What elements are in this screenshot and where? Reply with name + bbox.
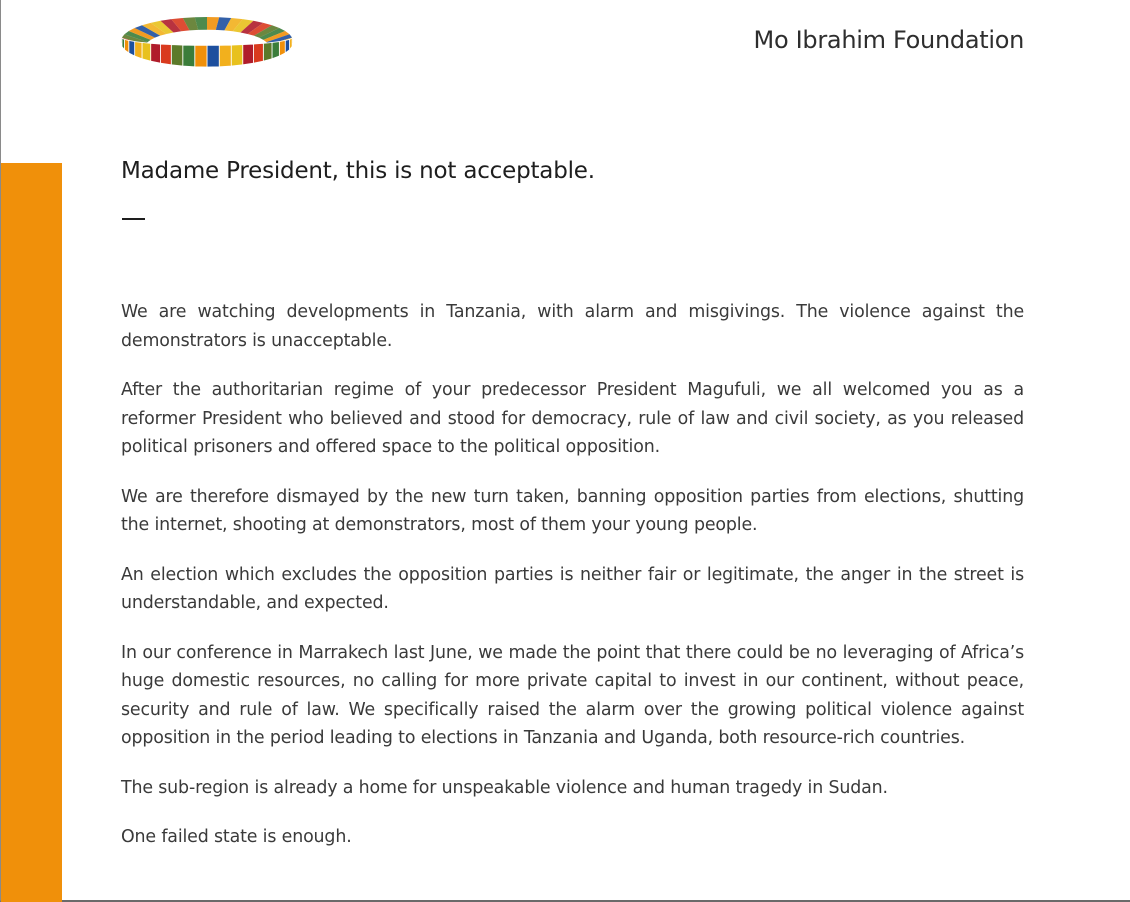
paragraph: An election which excludes the opposition parties is neither fair or legitimate, the anger in the street is understandable, and expected. xyxy=(121,564,1024,613)
logo-tile xyxy=(243,44,254,65)
logo-tile xyxy=(129,40,135,55)
orange-accent-bar xyxy=(1,163,62,902)
logo-tile xyxy=(207,45,219,67)
paragraph: We are therefore dismayed by the new turn taken, banning opposition parties from elections, shutting the internet, shooting at demonstrators, most of them your young people. xyxy=(121,486,1024,535)
logo-tile xyxy=(279,40,285,55)
logo-tile xyxy=(183,45,195,67)
letter-body xyxy=(121,298,1024,852)
logo-tile xyxy=(135,42,142,59)
logo-tile xyxy=(219,45,231,67)
logo-tile xyxy=(171,45,182,66)
paragraph: The sub-region is already a home for unspeakable violence and human tragedy in Sudan. xyxy=(121,777,888,798)
logo-tile xyxy=(161,44,172,65)
brand-name: Mo Ibrahim Foundation xyxy=(753,26,1024,54)
logo-tile xyxy=(142,43,151,62)
foundation-logo-ring xyxy=(118,14,296,68)
logo-tile xyxy=(124,39,128,53)
title-dash-divider xyxy=(122,218,145,220)
logo-tile xyxy=(253,43,263,63)
letter-title: Madame President, this is not acceptable. xyxy=(121,158,595,184)
logo-tile xyxy=(195,45,207,67)
logo-tile xyxy=(231,45,242,66)
logo-tile xyxy=(151,43,161,63)
logo-tile xyxy=(263,43,272,62)
logo-tile xyxy=(272,42,279,59)
paragraph: We are watching developments in Tanzania, with alarm and misgivings. The violence against the demonstrators is unacceptable. xyxy=(121,302,1024,351)
logo-tile xyxy=(121,37,122,46)
paragraph: In our conference in Marrakech last June, we made the point that there could be no leveraging of Africa’s huge domestic resources, no calling for more private capital to invest in our continent, without peace, security and rule of law. We specifically raised the alarm over the growing political violence against opposition in the period leading to elections in Tanzania and Uganda, both resource-rich countries. xyxy=(121,642,1024,748)
paragraph: After the authoritarian regime of your predecessor President Magufuli, we all welcomed you as a reformer President who believed and stood for democracy, rule of law and civil society, as you released political prisoners and offered space to the political opposition. xyxy=(121,380,1024,457)
logo-tile xyxy=(285,39,289,53)
paragraph: One failed state is enough. xyxy=(121,827,352,847)
